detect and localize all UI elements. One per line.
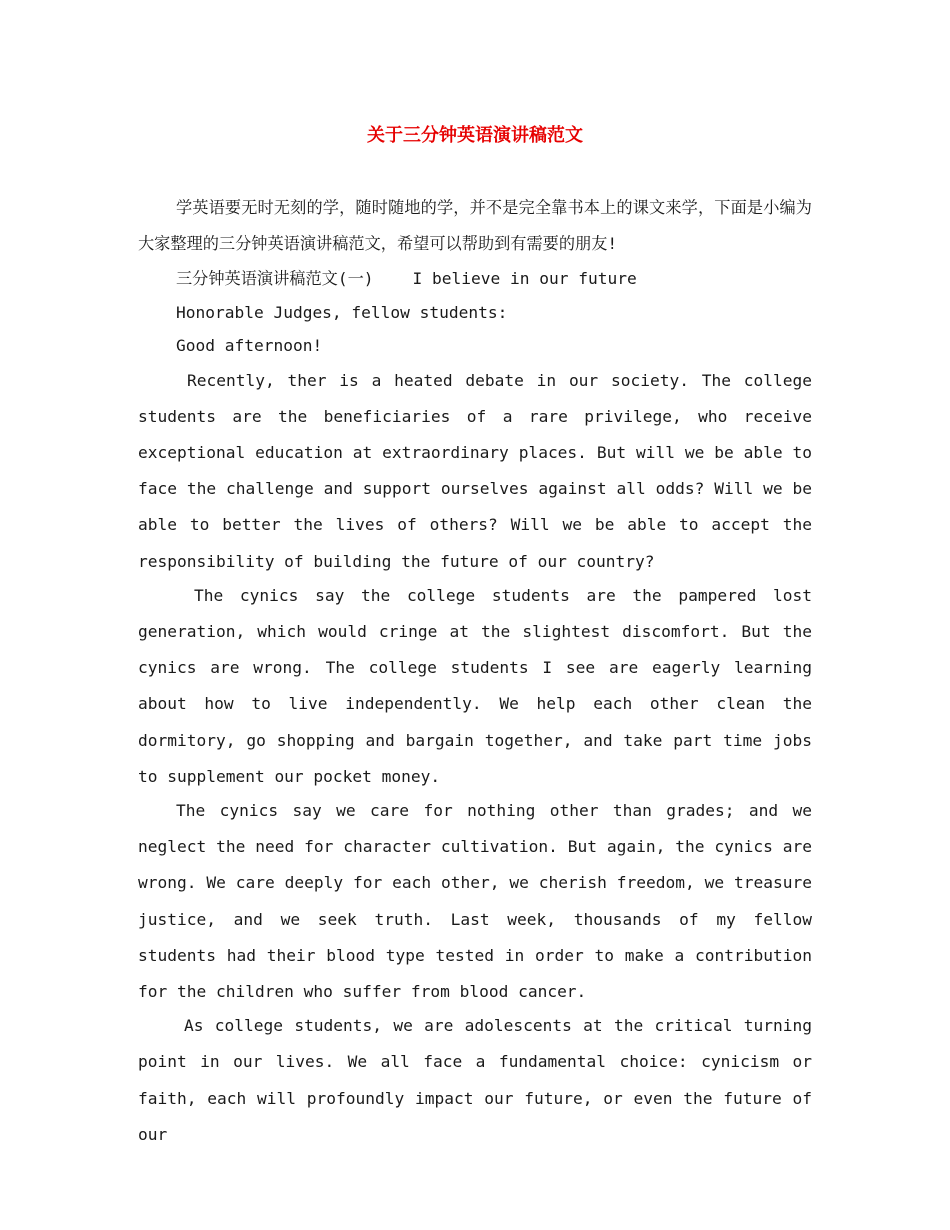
body-paragraph: As college students, we are adolescents at the critical turning point in our lives. We all face a fundamental choice: cynicism or faith, each will profoundly impact our future, or even the future of our bbox=[138, 1016, 812, 1144]
salutation: Honorable Judges, fellow students: bbox=[176, 302, 508, 322]
body-paragraph: The cynics say we care for nothing other than grades; and we neglect the need for character cultivation. But again, the cynics are wrong. We care deeply for each other, we cherish freedom, we treasure justice, and we seek truth. Last week, thousands of my fellow students had their blood type tested in order to make a contribution for the children who suffer from blood cancer. bbox=[138, 800, 812, 1001]
body-paragraph: The cynics say the college students are the pampered lost generation, which would cringe at the slightest discomfort. But the cynics are wrong. The college students I see are eagerly learning about how to live independently. We help each other clean the dormitory, go shopping and bargain together, and take part time jobs to supplement our pocket money. bbox=[138, 585, 812, 786]
document-title: 关于三分钟英语演讲稿范文 bbox=[367, 125, 583, 146]
intro-paragraph: 学英语要无时无刻的学，随时随地的学，并不是完全靠书本上的课文来学，下面是小编为大家整理的三分钟英语演讲稿范文，希望可以帮助到有需要的朋友! bbox=[138, 198, 812, 253]
speech-heading: 三分钟英语演讲稿范文(一) I believe in our future bbox=[176, 269, 637, 288]
body-paragraph: Recently, ther is a heated debate in our society. The college students are the beneficiaries of a rare privilege, who receive exceptional education at extraordinary places. But will we be able to face the challenge and support ourselves against all odds? Will we be able to better the lives of others? Will we be able to accept the responsibility of building the future of our country? bbox=[138, 370, 812, 571]
document-body bbox=[138, 190, 812, 1151]
greeting: Good afternoon! bbox=[176, 336, 323, 355]
